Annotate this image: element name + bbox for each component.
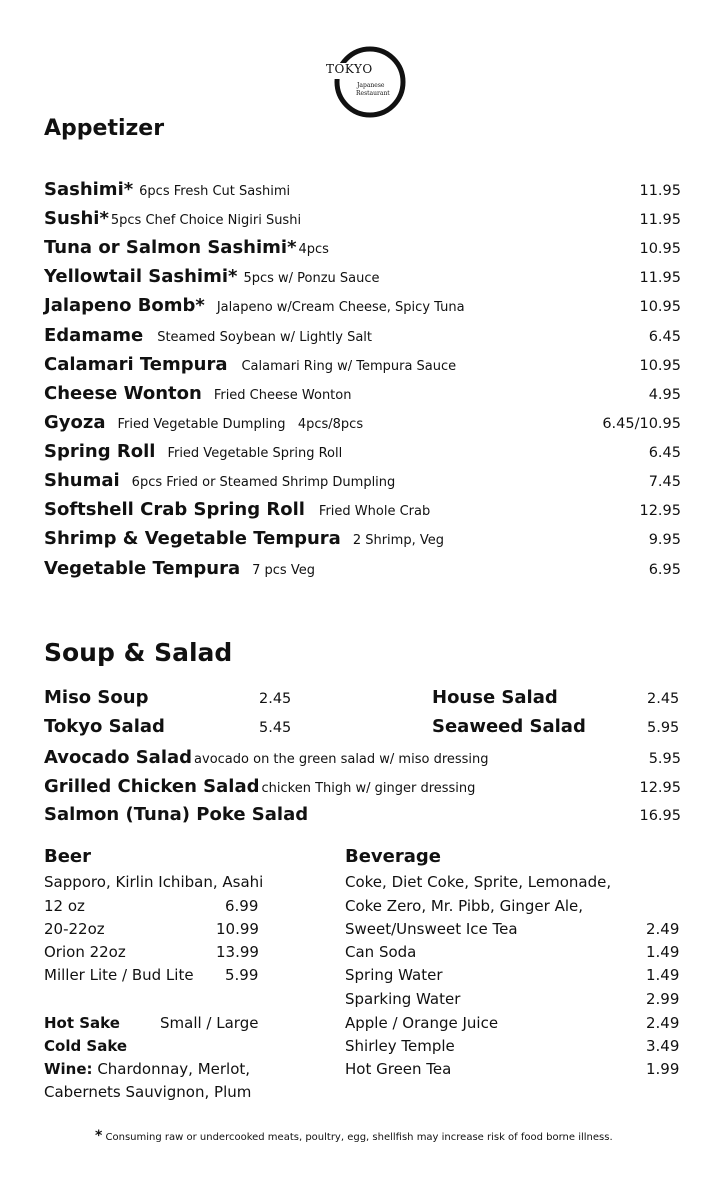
beverage-price: 3.49: [646, 1037, 680, 1055]
item-desc: 7 pcs Veg: [252, 563, 315, 578]
item-desc: 6pcs Fresh Cut Sashimi: [139, 184, 291, 199]
item-name: Avocado Salad: [44, 747, 193, 768]
beverage-price: 1.49: [646, 966, 680, 984]
item-desc: Fried Vegetable Spring Roll: [167, 446, 343, 461]
item-price: 11.95: [639, 212, 681, 228]
item-desc: 6pcs Fried or Steamed Shrimp Dumpling: [131, 475, 396, 490]
item-price: 12.95: [639, 780, 681, 796]
item-desc: Calamari Ring w/ Tempura Sauce: [241, 359, 457, 374]
menu-item: [44, 205, 684, 233]
beer-size-price: 5.99: [225, 966, 259, 984]
item-price: 9.95: [648, 532, 681, 548]
menu-item: [44, 351, 684, 379]
menu-item: [44, 744, 684, 772]
menu-item: [44, 438, 684, 466]
menu-item: [44, 263, 684, 291]
item-desc: Jalapeno w/Cream Cheese, Spicy Tuna: [216, 300, 465, 315]
menu-item: [44, 176, 684, 204]
logo-subtitle-1: Japanese: [357, 82, 385, 89]
item-name: Edamame: [44, 325, 144, 346]
menu-item: [44, 773, 684, 801]
menu-item: [44, 555, 684, 583]
wine-list-2: Cabernets Sauvignon, Plum: [44, 1083, 252, 1101]
beverage-price: 1.49: [646, 943, 680, 961]
menu-item: [44, 801, 684, 829]
beer-size-label: 20-22oz: [44, 920, 105, 938]
beer-size-label: Orion 22oz: [44, 943, 126, 961]
hot-sake-label: Hot Sake: [44, 1014, 120, 1032]
soup-salad-heading: Soup & Salad: [44, 638, 233, 667]
menu-item: [44, 409, 684, 437]
item-name: Shrimp & Vegetable Tempura: [44, 528, 341, 549]
menu-item: [44, 380, 684, 408]
beer-heading: Beer: [44, 846, 92, 867]
menu-item: [44, 467, 684, 495]
item-price: 10.95: [639, 358, 681, 374]
beverage-name: Hot Green Tea: [345, 1060, 452, 1078]
beverage-price: 2.99: [646, 990, 680, 1008]
item-price: 11.95: [639, 183, 681, 199]
raw-food-disclaimer: [95, 1128, 613, 1144]
footnote-star: *: [95, 1128, 103, 1144]
beverage-name: Apple / Orange Juice: [345, 1014, 499, 1032]
item-price: 10.95: [639, 299, 681, 315]
item-name: Miso Soup: [44, 687, 149, 708]
beverage-name: Spring Water: [345, 966, 443, 984]
item-name: Vegetable Tempura: [44, 558, 241, 579]
item-name: Cheese Wonton: [44, 383, 202, 404]
item-name: House Salad: [432, 687, 558, 708]
item-desc: 2 Shrimp, Veg: [352, 533, 444, 548]
item-price: 6.45: [648, 445, 681, 461]
beer-size-label: 12 oz: [44, 897, 85, 915]
menu-item: [44, 525, 684, 553]
item-desc: Fried Cheese Wonton: [213, 388, 352, 403]
item-price: 6.45: [648, 329, 681, 345]
beverage-sodas-2: Coke Zero, Mr. Pibb, Ginger Ale,: [345, 897, 583, 915]
appetizer-heading: Appetizer: [44, 116, 165, 141]
beverage-name: Shirley Temple: [345, 1037, 455, 1055]
beverage-price: 2.49: [646, 920, 680, 938]
beverage-sodas: Coke, Diet Coke, Sprite, Lemonade,: [345, 873, 612, 891]
item-price: 4.95: [648, 387, 681, 403]
beverage-name: Sweet/Unsweet Ice Tea: [345, 920, 518, 938]
item-name: Yellowtail Sashimi*: [44, 266, 238, 287]
item-desc: 5pcs Chef Choice Nigiri Sushi: [110, 213, 302, 228]
beer-size-price: 13.99: [216, 943, 259, 961]
beverage-price: 2.49: [646, 1014, 680, 1032]
item-price: 5.45: [259, 720, 292, 736]
menu-item: [44, 234, 684, 262]
beer-brands: Sapporo, Kirlin Ichiban, Asahi: [44, 873, 264, 891]
item-name: Spring Roll: [44, 441, 156, 462]
item-name: Softshell Crab Spring Roll: [44, 499, 305, 520]
beer-size-label: Miller Lite / Bud Lite: [44, 966, 194, 984]
item-name: Jalapeno Bomb*: [44, 295, 205, 316]
beverage-heading: Beverage: [345, 846, 441, 867]
restaurant-logo: [326, 45, 408, 123]
item-name: Salmon (Tuna) Poke Salad: [44, 804, 309, 825]
item-price: 2.45: [647, 691, 680, 707]
item-name: Tuna or Salmon Sashimi*: [44, 237, 297, 258]
item-desc: Fried Vegetable Dumpling 4pcs/8pcs: [117, 417, 364, 432]
item-name: Calamari Tempura: [44, 354, 228, 375]
item-name: Shumai: [44, 470, 120, 491]
item-desc: 5pcs w/ Ponzu Sauce: [243, 271, 380, 286]
item-desc: 4pcs: [298, 242, 329, 257]
item-name: Grilled Chicken Salad: [44, 776, 260, 797]
item-desc: Fried Whole Crab: [318, 504, 431, 519]
sake-sizes: Small / Large: [160, 1014, 259, 1032]
beverage-name: Sparking Water: [345, 990, 461, 1008]
item-price: 10.95: [639, 241, 681, 257]
cold-sake-label: Cold Sake: [44, 1037, 128, 1055]
item-price: 12.95: [639, 503, 681, 519]
beer-size-price: 6.99: [225, 897, 259, 915]
item-desc: avocado on the green salad w/ miso dressing: [194, 752, 489, 767]
footnote-text: Consuming raw or undercooked meats, poultry, egg, shellfish may increase risk of food borne illness.: [105, 1132, 613, 1143]
wine-list: Chardonnay, Merlot,: [97, 1060, 251, 1078]
item-price: 16.95: [639, 808, 681, 824]
menu-item: [44, 496, 684, 524]
item-price: 6.45/10.95: [602, 416, 681, 432]
item-price: 6.95: [648, 562, 681, 578]
item-name: Gyoza: [44, 412, 106, 433]
item-name: Tokyo Salad: [44, 716, 165, 737]
logo-name: TOKYO: [326, 62, 373, 76]
item-desc: chicken Thigh w/ ginger dressing: [261, 781, 476, 796]
menu-item: [44, 322, 684, 350]
item-name: Sashimi*: [44, 179, 134, 200]
wine-line: [44, 1060, 250, 1078]
item-price: 5.95: [647, 720, 680, 736]
menu-item: [44, 292, 684, 320]
item-price: 5.95: [648, 751, 681, 767]
beer-size-price: 10.99: [216, 920, 259, 938]
beverage-price: 1.99: [646, 1060, 680, 1078]
logo-subtitle-2: Restaurant: [356, 90, 390, 97]
item-name: Seaweed Salad: [432, 716, 586, 737]
item-price: 2.45: [259, 691, 292, 707]
wine-label: Wine:: [44, 1060, 93, 1078]
item-desc: Steamed Soybean w/ Lightly Salt: [157, 330, 373, 345]
item-price: 7.45: [648, 474, 681, 490]
beverage-name: Can Soda: [345, 943, 417, 961]
item-name: Sushi*: [44, 208, 109, 229]
item-price: 11.95: [639, 270, 681, 286]
